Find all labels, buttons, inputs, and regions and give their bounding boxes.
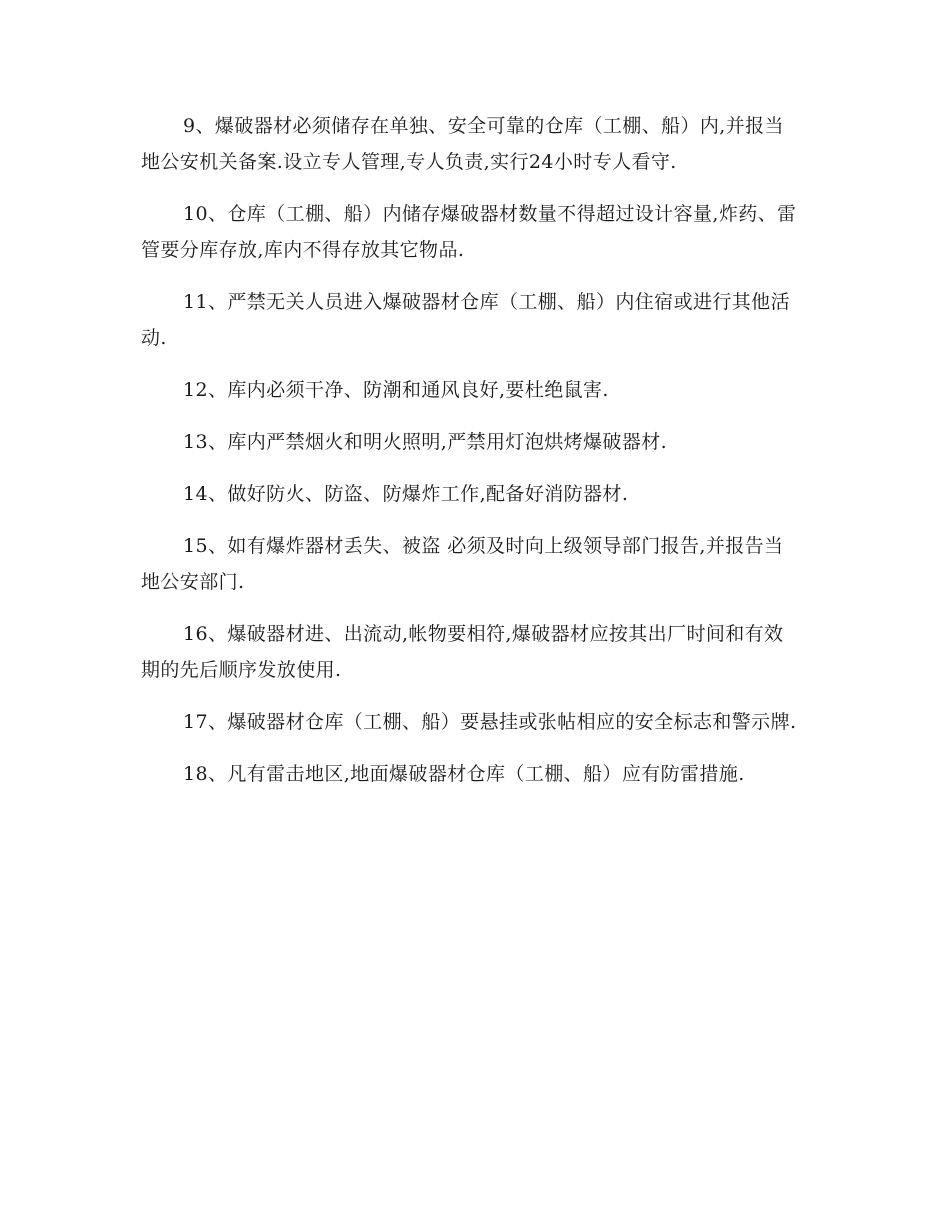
paragraph-13: 13、库内严禁烟火和明火照明,严禁用灯泡烘烤爆破器材.	[183, 431, 668, 453]
paragraph-17: 17、爆破器材仓库（工棚、船）要悬挂或张帖相应的安全标志和警示牌.	[183, 711, 797, 733]
paragraph-10: 10、仓库（工棚、船）内储存爆破器材数量不得超过设计容量,炸药、雷管要分库存放,库内不得存放其它物品.	[141, 203, 797, 261]
paragraph-14: 14、做好防火、防盗、防爆炸工作,配备好消防器材.	[183, 483, 629, 505]
paragraph-11: 11、严禁无关人员进入爆破器材仓库（工棚、船）内住宿或进行其他活动.	[141, 291, 790, 349]
document-body	[141, 108, 801, 808]
paragraph-18: 18、凡有雷击地区,地面爆破器材仓库（工棚、船）应有防雷措施.	[183, 763, 745, 785]
paragraph-15: 15、如有爆炸器材丢失、被盗 必须及时向上级领导部门报告,并报告当地公安部门.	[141, 535, 784, 593]
paragraph-12: 12、库内必须干净、防潮和通风良好,要杜绝鼠害.	[183, 379, 609, 401]
paragraph-9: 9、爆破器材必须储存在单独、安全可靠的仓库（工棚、船）内,并报当地公安机关备案.设立专人管理,专人负责,实行24小时专人看守.	[141, 115, 784, 173]
paragraph-16: 16、爆破器材进、出流动,帐物要相符,爆破器材应按其出厂时间和有效期的先后顺序发放使用.	[141, 623, 784, 681]
